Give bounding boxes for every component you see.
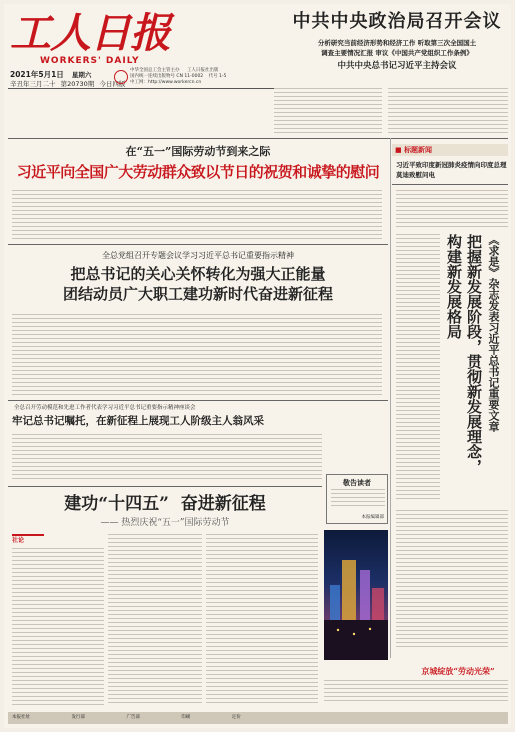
photo-caption-body — [324, 680, 508, 706]
headline1-body-right — [388, 88, 508, 136]
headline1-sub2: 调查主要情况汇报 审议《中国共产党组织工作条例》 — [321, 49, 473, 57]
vertical-col-body-bottom — [396, 510, 508, 650]
masthead-cn-code: 国内统一连续出版物号 CN 11-0002 — [130, 74, 204, 79]
masthead-date: 2021年5月1日 — [10, 70, 64, 79]
masthead-web: 中工网：http://www.workercn.cn — [130, 80, 202, 85]
notice-box — [326, 474, 388, 524]
headline1-body-left — [274, 88, 382, 136]
photo-illustration — [324, 530, 388, 660]
notice-body — [331, 489, 385, 511]
masthead-rule — [8, 88, 278, 89]
sidebar-item — [396, 160, 508, 180]
headline2-block — [8, 144, 388, 184]
headline4-block — [8, 404, 264, 429]
commentary-label-text: 社论 — [12, 537, 25, 544]
vertical-col-body-left — [396, 234, 440, 504]
rule-5 — [8, 486, 322, 487]
vertical-title2: 构建新发展格局 — [445, 234, 463, 339]
headline4-body — [12, 434, 322, 482]
vertical-headline — [444, 234, 503, 504]
masthead-site: 工人日报社出版 — [186, 68, 219, 73]
headline3-title1: 把总书记的关心关怀转化为强大正能量 — [70, 265, 326, 283]
headline2-title: 习近平向全国广大劳动群众致以节日的祝贺和诚挚的慰问 — [16, 163, 380, 181]
masthead-logo — [10, 10, 170, 66]
headline1-sub1: 分析研究当前经济形势和经济工作 听取第三次全国国土 — [317, 39, 477, 47]
headline1-title: 中共中央政治局召开会议 — [292, 11, 502, 32]
rule-3 — [8, 244, 388, 245]
night-city-photo — [324, 530, 388, 660]
sidebar-label: ■ 标题新闻 — [392, 144, 508, 156]
vertical-title1: 把握新发展阶段，贯彻新发展理念， — [465, 234, 483, 474]
sidebar-item-text: 习近平致印度新冠肺炎疫情向印度总理莫迪致慰问电 — [396, 161, 507, 179]
headline4-title: 牢记总书记嘱托，在新征程上展现工人阶级主人翁风采 — [12, 415, 264, 427]
masthead-title-en: WORKERS' DAILY — [40, 56, 140, 66]
masthead-post-code: 代号 1-5 — [208, 74, 227, 79]
headline2-body — [12, 190, 382, 240]
masthead-weekday: 星期六 — [71, 71, 92, 79]
commentary-col1 — [12, 548, 104, 708]
footer-item: 广告部 — [126, 715, 140, 720]
masthead-issue: 第20730期 — [60, 80, 95, 88]
notice-title: 敬告读者 — [343, 478, 371, 487]
headline4-kicker: 全总召开劳动模范和先进工作者代表学习习近平总书记重要指示精神座谈会 — [14, 405, 196, 411]
sidebar-rule — [392, 184, 508, 185]
footer-item: 印刷 — [181, 715, 191, 720]
headline1-sub3: 中共中央总书记习近平主持会议 — [337, 61, 457, 71]
vertical-kicker: 《求是》杂志发表习近平总书记重要文章 — [487, 234, 500, 432]
rule-2 — [8, 138, 508, 139]
footer-bar — [8, 712, 508, 724]
masthead-emblem — [114, 70, 128, 84]
column-divider — [390, 138, 391, 658]
notice-signature: 本报编辑部 — [361, 515, 384, 520]
headline2-kicker: 在“五一”国际劳动节到来之际 — [125, 145, 271, 158]
headline3-block — [8, 250, 388, 304]
headline3-kicker: 全总党组召开专题会议学习习近平总书记重要指示精神 — [102, 251, 294, 260]
masthead-title: 工人日报 — [10, 9, 170, 57]
newspaper-page — [4, 4, 511, 728]
masthead-info — [130, 68, 280, 86]
footer-item: 本报社址 — [12, 715, 30, 720]
headline3-title2: 团结动员广大职工建功新时代奋进新征程 — [62, 285, 333, 303]
commentary-col2 — [108, 534, 202, 708]
footer-item: 发行部 — [71, 715, 85, 720]
masthead-lunar: 辛丑年三月二十 — [10, 80, 56, 88]
rule-4 — [8, 400, 388, 401]
vertical-col-body-top — [396, 190, 508, 230]
footer-item: 定价 — [231, 715, 241, 720]
headline3-body — [12, 314, 382, 398]
masthead-pages: 今日四版 — [99, 80, 126, 88]
headline1-block — [286, 10, 508, 73]
commentary-col3 — [206, 534, 318, 708]
headline5-title: 建功“十四五” 奋进新征程 — [64, 494, 266, 514]
masthead-publisher: 中华全国总工会主管主办 — [130, 68, 180, 73]
commentary-label — [12, 534, 44, 544]
photo-caption-title: 京城绽放“劳动光荣” — [421, 666, 495, 676]
sidebar-label-text: 标题新闻 — [404, 146, 433, 154]
headline5-block — [8, 492, 322, 530]
headline5-sub: —— 热烈庆祝“五一”国际劳动节 — [100, 518, 230, 528]
